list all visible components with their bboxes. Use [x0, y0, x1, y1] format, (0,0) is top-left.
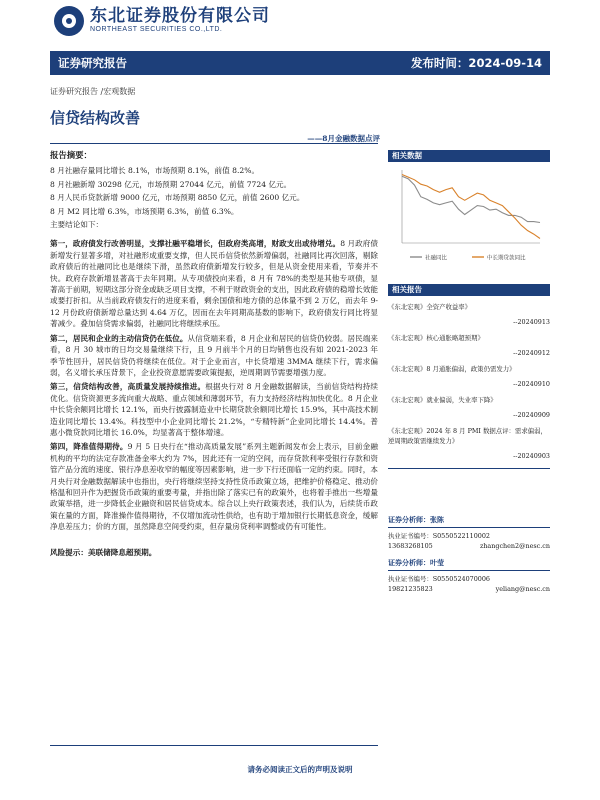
reports-divider	[388, 468, 550, 469]
chart-series-line	[402, 176, 540, 222]
conclusion-text: 从信贷端来看，8 月企业和居民的信贷仍较弱。居民端来看，8 月 30 城市的日均交易量继续下行，且 9 月前半个月的日均销售也没有如 2021-2023 年季节性回升，居民信贷仍将继续在低位。对于企业而言，中长贷增速 3MMA 继续下行，需求偏弱，名义增长承压背景下，企业投资意愿需要政策提振，逆周期调节需要增强力度。	[50, 333, 378, 377]
company-logo-icon	[54, 6, 84, 36]
related-data-heading: 相关数据	[388, 150, 550, 162]
related-data-chart	[388, 164, 550, 265]
conclusion-bold: 第二，居民和企业的主动信贷仍在低位。	[50, 333, 188, 343]
main-bottom-divider	[50, 745, 378, 746]
conclusion-bold: 第四，降准值得期待。	[50, 442, 128, 452]
conclusion-paragraph	[50, 333, 378, 379]
abstract-line: 8 月 M2 同比增 6.3%，市场预期 6.3%，前值 6.3%。	[50, 206, 239, 216]
report-date: --20240903	[513, 452, 550, 460]
report-item[interactable]	[388, 426, 550, 461]
banner-report-type: 证券研究报告	[58, 56, 127, 70]
report-item[interactable]	[388, 333, 550, 358]
chart-legend-label: 社融同比	[425, 255, 448, 262]
page-title: 信贷结构改善	[50, 109, 141, 127]
report-title[interactable]: 《东北宏观》8 月通胀偏弱，政策仍需发力》	[388, 365, 516, 373]
brand	[54, 4, 270, 38]
analyst-card	[388, 558, 550, 594]
conclusion-bold: 第三，信贷结构改善，高质量发展持续推进。	[50, 382, 206, 392]
conclusion-paragraph	[50, 238, 378, 329]
conclusion-text: 9 月 5 日央行在“推动高质量发展”系列主题新闻发布会上表示，目前金融机构的平均的法定存款准备金率大约为 7%，因此还有一定的空间，而存贷款利率受银行存款和资管产品分流的速度、银行净息差收窄的幅度等因素影响，进一步下行还面临一定的约束。同时，本月央行对金融数据解读中也指出，央行将继续坚持支持性货币政策立场，把维护价格稳定、推动价格温和回升作为把握货币政策的重要考量，并指出除了落实已有的政策外，也将着手推出一些增量政策举措，进一步降低企业融资和居民信贷成本。综合以上央行政策表述，我们认为，后续货币政策在量的方面，降准操作值得期待，不仅增加流动性供给，也有助于增加银行长期低息资金，缓解净息差压力；价的方面，虽然降息空间受约束，但存量房贷利率调整或仍有可能性。	[50, 442, 378, 532]
conclusion-text: 根据央行对 8 月金融数据解读，当前信贷结构持续优化。信贷资源更多流向重大战略、重点领域和薄弱环节，有力支持经济结构加快优化。8 月企业中长贷余额同比增长 12.1%，而央行披露制造业中长期贷款余额同比增长 15.9%，其中高技术制造业同比增长 13.4%。科技型中小企业同比增长 21.2%，“专精特新”企业同比增长 14.4%。普惠小微贷款同比增长 16.0%，均显著高于整体增速。	[50, 382, 378, 437]
related-data-panel	[388, 150, 550, 265]
breadcrumb: 证券研究报告 /宏观数据	[50, 87, 136, 96]
abstract-line: 8 月社融新增 30298 亿元，市场预期 27044 亿元，前值 7724 亿元。	[50, 179, 292, 189]
page-subtitle: ——8月金融数据点评	[307, 134, 380, 143]
related-reports-heading: 相关报告	[388, 284, 550, 296]
analyst-email[interactable]: zhangchen2@nesc.cn	[479, 542, 550, 550]
conclusion-bold: 第一，政府债发行改善明显，支撑社融平稳增长，但政府类高增，财政支出或待增兑。	[50, 239, 341, 249]
banner-publish-date: 发布时间：2024-09-14	[410, 56, 542, 70]
brand-name-cn: 东北证券股份有限公司	[90, 6, 270, 26]
chart-legend-label: 中长期贷款同比	[487, 255, 526, 262]
analyst-cert: 执业证书编号：S0550524070006	[388, 575, 490, 583]
risk-warning: 风险提示：美联储降息超预期。	[50, 547, 157, 557]
conclusion-paragraph	[50, 381, 378, 438]
analyst-heading: 证券分析师：张陈	[388, 515, 550, 528]
chart-series-line	[402, 175, 540, 239]
report-date: --20240913	[513, 318, 550, 326]
analyst-phone: 13683268105	[388, 542, 433, 550]
report-title[interactable]: 《东北宏观》全资产收益率》	[388, 303, 472, 311]
brand-name-en: NORTHEAST SECURITIES CO.,LTD.	[90, 26, 223, 33]
analyst-card	[388, 515, 550, 551]
abstract-line: 8 月社融存量同比增长 8.1%，市场预期 8.1%，前值 8.2%。	[50, 166, 260, 176]
main-column	[50, 150, 378, 558]
report-title[interactable]: 《东北宏观》2024 年 8 月 PMI 数据点评：需求偏弱，逆周期政策需继续发力》	[388, 427, 547, 445]
report-item[interactable]	[388, 364, 550, 389]
conclusion-paragraph	[50, 441, 378, 532]
abstract-line: 8 月人民币贷款新增 9000 亿元，市场预期 8850 亿元，前值 2600 亿元。	[50, 193, 305, 203]
report-title[interactable]: 《东北宏观》就业偏弱，失业率下降》	[388, 396, 497, 404]
conclusion-text: 8 月政府债新增发行显著多增，对社融形成重要支撑，但人民币信贷依然新增偏弱，社融同比再次回落，剔除政府债后的社融同比也是继续下滑，虽然政府债新增发行较多，但是从资金使用来看，节奏并不快。政府存款新增显著高于去年同期。从专项债投向来看，8 月有 78%的类型是其他专项债，显著高于前期，短期这部分资金或缺乏项目支撑，不利于财政资金的支出，因此政府债的稳增长效能或要打折扣。从当前政府债发行的进度来看，剩余国债和地方债的总体量不到 2 万亿，而去年 9-12 月份政府债新增总量达到 4.64 万亿，因而在去年同期高基数的影响下，政府债发行同比将显著减少。叠加信贷需求偏弱，社融同比将继续承压。	[50, 239, 378, 329]
abstract-lead: 主要结论如下：	[50, 220, 104, 230]
report-banner	[50, 51, 550, 75]
abstract-heading: 报告摘要：	[50, 150, 92, 160]
analyst-heading: 证券分析师：叶莹	[388, 558, 550, 571]
analyst-cert: 执业证书编号：S0550522110002	[388, 532, 490, 540]
report-date: --20240910	[513, 380, 550, 388]
report-date: --20240909	[513, 411, 550, 419]
report-title[interactable]: 《东北宏观》核心通胀略超预期》	[388, 334, 484, 342]
report-date: --20240912	[513, 349, 550, 357]
footer-disclaimer: 请务必阅读正文后的声明及说明	[247, 765, 353, 774]
report-item[interactable]	[388, 302, 550, 327]
analyst-email[interactable]: yeliang@nesc.cn	[495, 585, 550, 593]
report-item[interactable]	[388, 395, 550, 420]
title-divider	[50, 143, 378, 144]
related-reports-panel	[388, 284, 550, 469]
analyst-phone: 19821235823	[388, 585, 433, 593]
